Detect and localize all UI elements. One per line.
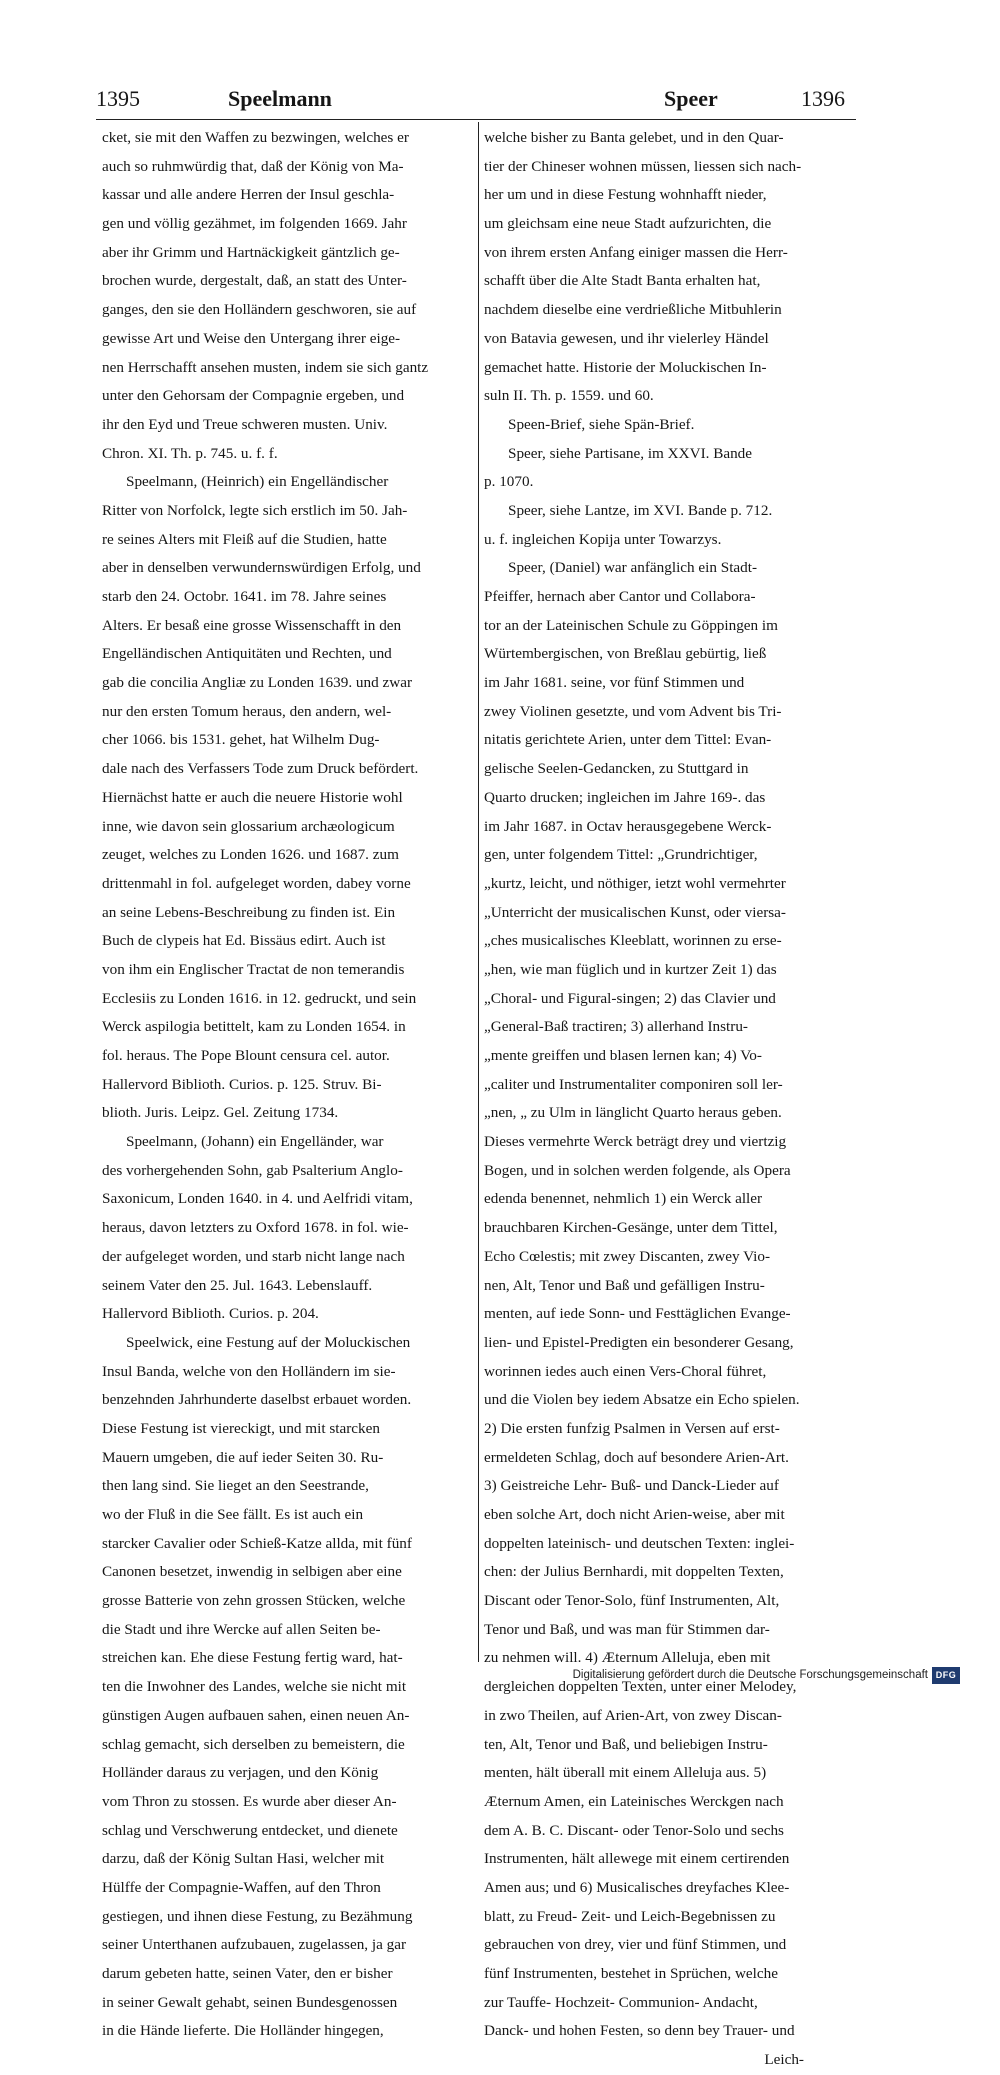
dfg-logo: DFG: [932, 1667, 960, 1684]
text-line: der aufgeleget worden, und starb nicht lange nach: [102, 1247, 405, 1265]
text-line: Speer, siehe Partisane, im XXVI. Bande: [508, 444, 753, 462]
text-line: zu nehmen will. 4) Æternum Alleluja, eben mit: [484, 1649, 771, 1667]
text-line: Alters. Er besaß eine grosse Wissenschafft in den: [102, 616, 402, 634]
text-line: dale nach des Verfassers Tode zum Druck befördert.: [102, 760, 419, 778]
text-line: doppelten lateinisch- und deutschen Texten: inglei-: [484, 1534, 795, 1552]
text-line: „Unterricht der musicalischen Kunst, oder viersa-: [484, 903, 786, 921]
text-line: Quarto drucken; ingleichen im Jahre 169-. das: [484, 788, 766, 806]
text-line: tor an der Lateinischen Schule zu Göppingen im: [484, 616, 778, 634]
text-line: von ihrem ersten Anfang einiger massen die Herr-: [484, 243, 788, 261]
text-line: die Stadt und ihre Wercke auf allen Seiten be-: [102, 1620, 381, 1638]
text-line: nitatis gerichtete Arien, unter dem Tittel: Evan-: [484, 731, 772, 749]
text-line: then lang sind. Sie lieget an den Seestrande,: [102, 1477, 369, 1495]
text-line: Speen-Brief, siehe Spän-Brief.: [508, 415, 695, 433]
text-line: grosse Batterie von zehn grossen Stücken, welche: [102, 1592, 406, 1610]
text-line: schlag gemacht, sich derselben zu bemeistern, die: [102, 1735, 405, 1753]
text-line: dergleichen doppelten Texten, unter einer Melodey,: [484, 1678, 797, 1696]
text-line: Holländer daraus zu verjagen, und den König: [102, 1764, 379, 1782]
header-rule: [96, 119, 856, 120]
text-line: chen: der Julius Bernhardi, mit doppelten Texten,: [484, 1563, 784, 1581]
text-line: von ihm ein Englischer Tractat de non temerandis: [102, 960, 405, 978]
text-line: gemachet hatte. Historie der Moluckischen In-: [484, 358, 767, 376]
text-line: „General-Baß tractiren; 3) allerhand Instru-: [484, 1018, 748, 1036]
text-line: gebrauchen von drey, vier und fünf Stimmen, und: [484, 1936, 787, 1954]
text-line: Ecclesiis zu Londen 1616. in 12. gedruckt, und sein: [102, 989, 417, 1007]
text-line: p. 1070.: [484, 473, 534, 491]
text-line: gestiegen, und ihnen diese Festung, zu Bezähmung: [102, 1907, 413, 1925]
digitization-footer: [560, 1667, 960, 1687]
text-line: Ritter von Norfolck, legte sich erstlich im 50. Jah-: [102, 501, 408, 519]
text-line: an seine Lebens-Beschreibung zu finden ist. Ein: [102, 903, 396, 921]
text-line: eben solche Art, doch nicht Arien-weise, aber mit: [484, 1506, 785, 1523]
text-line: Hallervord Biblioth. Curios. p. 204.: [102, 1305, 319, 1323]
text-line: darzu, daß der König Sultan Hasi, welcher mit: [102, 1850, 385, 1868]
text-line: starb den 24. Octobr. 1641. im 78. Jahre seines: [102, 588, 387, 605]
text-line: zur Tauffe- Hochzeit- Communion- Andacht,: [484, 1993, 758, 2011]
text-line: „Choral- und Figural-singen; 2) das Clavier und: [484, 989, 776, 1007]
left-column: [102, 124, 462, 2046]
text-line: Hülffe der Compagnie-Waffen, auf den Thron: [102, 1878, 381, 1896]
text-line: Instrumenten, hält allewege mit einem certirenden: [484, 1850, 790, 1868]
text-line: tier der Chineser wohnen müssen, liessen sich nach-: [484, 157, 802, 175]
text-line: Dieses vermehrte Werck beträgt drey und viertzig: [484, 1133, 787, 1151]
text-line: günstigen Augen aufbauen sahen, einen neuen An-: [102, 1706, 410, 1724]
text-line: vom Thron zu stossen. Es wurde aber dieser An-: [102, 1792, 397, 1810]
text-line: 3) Geistreiche Lehr- Buß- und Danck-Lieder auf: [484, 1477, 779, 1495]
text-line: Mauern umgeben, die auf ieder Seiten 30. Ru-: [102, 1448, 384, 1466]
text-line: gen und völlig gezähmet, im folgenden 1669. Jahr: [102, 215, 407, 233]
footer-credit: Digitalisierung gefördert durch die Deutsche Forschungsgemeinschaft: [572, 1669, 928, 1681]
text-line: und die Violen bey iedem Absatze ein Echo spielen.: [484, 1391, 800, 1409]
text-line: im Jahr 1687. in Octav herausgegebene Werck-: [484, 817, 772, 835]
text-line: zeuget, welches zu Londen 1626. und 1687. zum: [102, 846, 399, 864]
text-line: brochen wurde, dergestalt, daß, an statt des Unter-: [102, 272, 407, 290]
text-line: drittenmahl in fol. aufgeleget worden, dabey vorne: [102, 874, 411, 892]
text-line: fol. heraus. The Pope Blount censura cel. autor.: [102, 1047, 390, 1064]
text-line: her um und in diese Festung wohnhafft nieder,: [484, 186, 767, 204]
text-line: wo der Fluß in die See fällt. Es ist auch ein: [102, 1506, 364, 1523]
text-line: u. f. ingleichen Kopija unter Towarzys.: [484, 530, 722, 548]
text-line: nur den ersten Tomum heraus, den andern, wel-: [102, 702, 392, 720]
text-line: gab die concilia Angliæ zu Londen 1639. und zwar: [102, 674, 413, 692]
text-line: kassar und alle andere Herren der Insul geschla-: [102, 186, 395, 204]
running-head-left: Speelmann: [228, 86, 332, 111]
text-line: suln II. Th. p. 1559. und 60.: [484, 387, 654, 405]
text-line: darum gebeten hatte, seinen Vater, den er bisher: [102, 1965, 393, 1982]
text-line: Werck aspilogia betittelt, kam zu Londen 1654. in: [102, 1018, 406, 1036]
text-line: welche bisher zu Banta gelebet, und in den Quar-: [484, 129, 784, 146]
text-line: ten, Alt, Tenor und Baß, und beliebigen Instru-: [484, 1735, 768, 1753]
text-line: gewisse Art und Weise den Untergang ihrer eige-: [102, 329, 401, 347]
text-line: Amen aus; und 6) Musicalisches dreyfaches Klee-: [484, 1878, 790, 1896]
page-header: [96, 86, 856, 118]
text-line: benzehnden Jahrhunderte daselbst erbauet worden.: [102, 1391, 412, 1409]
text-line: Hiernächst hatte er auch die neuere Historie wohl: [102, 788, 403, 806]
text-line: Würtembergischen, von Breßlau gebürtig, ließ: [484, 645, 767, 663]
text-line: streichen kan. Ehe diese Festung fertig ward, hat-: [102, 1649, 403, 1667]
column-divider: [478, 122, 479, 1662]
text-line: von Batavia gewesen, und ihr vielerley Händel: [484, 329, 769, 347]
text-line: inne, wie davon sein glossarium archæologicum: [102, 817, 395, 835]
page-number-left: 1395: [96, 86, 140, 111]
text-line: re seines Alters mit Fleiß auf die Studien, hatte: [102, 530, 387, 548]
text-line: in zwo Theilen, auf Arien-Art, von zwey Discan-: [484, 1706, 782, 1724]
text-line: seiner Unterthanen aufzubauen, zugelassen, ja gar: [102, 1936, 407, 1954]
text-line: worinnen iedes auch einen Vers-Choral führet,: [484, 1362, 767, 1380]
text-line: ihr den Eyd und Treue schweren musten. Univ.: [102, 415, 388, 433]
text-line: unter den Gehorsam der Compagnie ergeben, und: [102, 387, 405, 405]
text-line: gelische Seelen-Gedancken, zu Stuttgard in: [484, 760, 749, 778]
text-line: cket, sie mit den Waffen zu bezwingen, welches er: [102, 129, 409, 146]
text-line: Speelmann, (Heinrich) ein Engelländischer: [126, 473, 389, 491]
text-line: in die Hände lieferte. Die Holländer hingegen,: [102, 2022, 384, 2040]
text-line: aber ihr Grimm und Hartnäckigkeit gäntzlich ge-: [102, 243, 400, 261]
text-line: „nen, „ zu Ulm in länglicht Quarto heraus geben.: [484, 1104, 782, 1122]
text-line: cher 1066. bis 1531. gehet, hat Wilhelm Dug-: [102, 731, 380, 749]
text-line: „caliter und Instrumentaliter componiren soll ler-: [484, 1075, 783, 1093]
text-line: Pfeiffer, hernach aber Cantor und Collabora-: [484, 588, 756, 605]
text-line: seinem Vater den 25. Jul. 1643. Lebenslauff.: [102, 1276, 373, 1294]
text-line: edenda benennet, nehmlich 1) ein Werck aller: [484, 1190, 763, 1208]
text-line: gen, unter folgendem Tittel: „Grundrichtiger,: [484, 846, 758, 864]
text-line: blatt, zu Freud- Zeit- und Leich-Begebnissen zu: [484, 1907, 776, 1925]
text-line: „kurtz, leicht, und nöthiger, ietzt wohl vermehrter: [484, 874, 786, 892]
text-line: „ches musicalisches Kleeblatt, worinnen zu erse-: [484, 932, 782, 950]
text-line: „mente greiffen und blasen lernen kan; 4) Vo-: [484, 1047, 762, 1064]
text-line: nen, Alt, Tenor und Baß und gefälligen Instru-: [484, 1276, 765, 1294]
text-line: Discant oder Tenor-Solo, fünf Instrumenten, Alt,: [484, 1592, 780, 1610]
text-line: auch so ruhmwürdig that, daß der König von Ma-: [102, 157, 404, 175]
text-line: im Jahr 1681. seine, vor fünf Stimmen und: [484, 674, 745, 692]
text-line: schlag und Verschwerung entdecket, und dienete: [102, 1821, 398, 1839]
text-line: nachdem dieselbe eine verdrießliche Mitbuhlerin: [484, 301, 782, 319]
text-line: fünf Instrumenten, bestehet in Sprüchen, welche: [484, 1965, 778, 1982]
text-line: Saxonicum, Londen 1640. in 4. und Aelfridi vitam,: [102, 1190, 413, 1208]
text-line: brauchbaren Kirchen-Gesänge, unter dem Tittel,: [484, 1219, 778, 1237]
text-line: ganges, den sie den Holländern geschworen, sie auf: [102, 301, 417, 319]
text-line: aber in denselben verwundernswürdigen Erfolg, und: [102, 559, 421, 577]
text-line: heraus, davon letzters zu Oxford 1678. in fol. wie-: [102, 1219, 409, 1237]
text-line: Engelländischen Antiquitäten und Rechten, und: [102, 645, 392, 663]
right-column: [484, 124, 844, 2075]
text-line: starcker Cavalier oder Schieß-Katze allda, mit fünf: [102, 1534, 412, 1552]
text-line: Buch de clypeis hat Ed. Bissäus edirt. Auch ist: [102, 932, 386, 950]
text-line: zwey Violinen gesetzte, und vom Advent bis Tri-: [484, 702, 782, 720]
text-line: Speer, (Daniel) war anfänglich ein Stadt-: [508, 559, 758, 577]
text-line: um gleichsam eine neue Stadt aufzurichten, die: [484, 215, 772, 233]
text-line: in seiner Gewalt gehabt, seinen Bundesgenossen: [102, 1993, 398, 2011]
text-line: menten, auf iede Sonn- und Festtäglichen Evange-: [484, 1305, 791, 1323]
text-line: Tenor und Baß, und was man für Stimmen dar-: [484, 1620, 770, 1638]
text-line: 2) Die ersten funfzig Psalmen in Versen auf erst-: [484, 1419, 780, 1437]
text-line: Speer, siehe Lantze, im XVI. Bande p. 712.: [508, 501, 773, 519]
text-line: Leich-: [764, 2051, 804, 2069]
text-line: menten, hält überall mit einem Alleluja aus. 5): [484, 1764, 767, 1782]
text-line: nen Herrschafft ansehen musten, indem sie sich gantz: [102, 358, 429, 376]
text-line: Diese Festung ist viereckigt, und mit starcken: [102, 1419, 380, 1437]
text-line: Echo Cœlestis; mit zwey Discanten, zwey Vio-: [484, 1247, 771, 1265]
running-head-right: Speer: [664, 86, 718, 111]
text-line: dem A. B. C. Discant- oder Tenor-Solo und sechs: [484, 1821, 784, 1839]
text-line: Danck- und hohen Festen, so denn bey Trauer- und: [484, 2022, 795, 2040]
page-number-right: 1396: [801, 86, 845, 111]
text-line: Speelmann, (Johann) ein Engelländer, war: [126, 1133, 384, 1151]
text-line: lien- und Epistel-Predigten ein besonderer Gesang,: [484, 1333, 794, 1351]
text-line: Hallervord Biblioth. Curios. p. 125. Struv. Bi-: [102, 1075, 382, 1093]
text-line: Æternum Amen, ein Lateinisches Werckgen nach: [484, 1792, 784, 1810]
text-line: Speelwick, eine Festung auf der Moluckischen: [126, 1333, 411, 1351]
text-line: blioth. Juris. Leipz. Gel. Zeitung 1734.: [102, 1104, 339, 1122]
text-line: schafft über die Alte Stadt Banta erhalten hat,: [484, 272, 761, 290]
text-line: „hen, wie man füglich und in kurtzer Zeit 1) das: [484, 960, 777, 978]
text-line: ermeldeten Schlag, doch auf besondere Arien-Art.: [484, 1448, 789, 1466]
text-line: Bogen, und in solchen werden folgende, als Opera: [484, 1161, 791, 1179]
text-line: Canonen besetzet, inwendig in selbigen aber eine: [102, 1563, 402, 1581]
text-line: Insul Banda, welche von den Holländern im sie-: [102, 1362, 396, 1380]
text-line: Chron. XI. Th. p. 745. u. f. f.: [102, 444, 278, 462]
text-line: ten die Inwohner des Landes, welche sie nicht mit: [102, 1678, 407, 1696]
text-line: des vorhergehenden Sohn, gab Psalterium Anglo-: [102, 1161, 403, 1179]
